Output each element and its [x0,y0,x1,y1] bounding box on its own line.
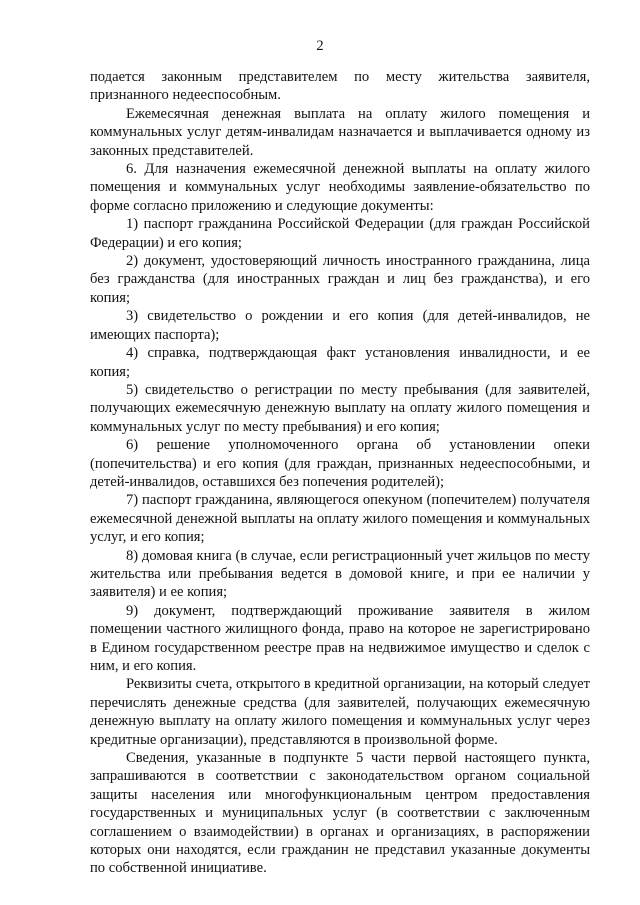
list-item-1: 1) паспорт гражданина Российской Федерации (для граждан Российской Федерации) и его копия; [90,216,590,251]
list-item-3: 3) свидетельство о рождении и его копия (для детей-инвалидов, не имеющих паспорта); [90,308,590,343]
paragraph-bank-details: Реквизиты счета, открытого в кредитной организации, на который следует перечислять денежные средства (для заявителей, получающих ежемесячную денежную выплату на оплату жилого помещения и коммунальных услуг через кредитные организации), представляются в произвольной форме. [90,676,590,748]
paragraph-children-payment: Ежемесячная денежная выплата на оплату жилого помещения и коммунальных услуг детям-инвалидам назначается и выплачивается одному из законных представителей. [90,105,590,159]
list-item-2: 2) документ, удостоверяющий личность иностранного гражданина, лица без гражданства (для иностранных граждан и лиц без гражданства), и его копия; [90,253,590,306]
list-item-8: 8) домовая книга (в случае, если регистрационный учет жильцов по месту жительства или пребывания ведется в домовой книге, и при ее наличии у заявителя) и ее копия; [90,547,590,601]
paragraph-continuation: подается законным представителем по месту жительства заявителя, признанного недееспособным. [90,69,590,104]
document-body [90,68,590,878]
list-item-7: 7) паспорт гражданина, являющегося опекуном (попечителем) получателя ежемесячной денежной выплаты на оплату жилого помещения и коммунальных услуг, и его копия; [90,492,590,546]
page-number: 2 [316,38,324,54]
list-item-9: 9) документ, подтверждающий проживание заявителя в жилом помещении частного жилищного фонда, право на которое не зарегистрировано в Едином государственном реестре прав на недвижимое имущество и сделок с ним, и его копия. [90,602,590,674]
list-item-5: 5) свидетельство о регистрации по месту пребывания (для заявителей, получающих ежемесячную денежную выплату на оплату жилого помещения и коммунальных услуг по месту пребывания) и его копия; [90,381,590,435]
paragraph-item-6: 6. Для назначения ежемесячной денежной выплаты на оплату жилого помещения и коммунальных услуг необходимы заявление-обязательство по форме согласно приложению и следующие документы: [90,161,590,214]
paragraph-information-requests: Сведения, указанные в подпункте 5 части первой настоящего пункта, запрашиваются в соответствии с законодательством органом социальной защиты населения или многофункциональным центром предоставления государственных и муниципальных услуг (в соответствии с заключенным соглашением о взаимодействии) в органах и организациях, в распоряжении которых они находятся, если гражданин не представил указанные документы по собственной инициативе. [90,750,590,877]
list-item-4: 4) справка, подтверждающая факт установления инвалидности, и ее копия; [90,345,590,380]
list-item-6: 6) решение уполномоченного органа об установлении опеки (попечительства) и его копия (для граждан, признанных недееспособными, и детей-инвалидов, оставшихся без попечения родителей); [90,437,590,490]
